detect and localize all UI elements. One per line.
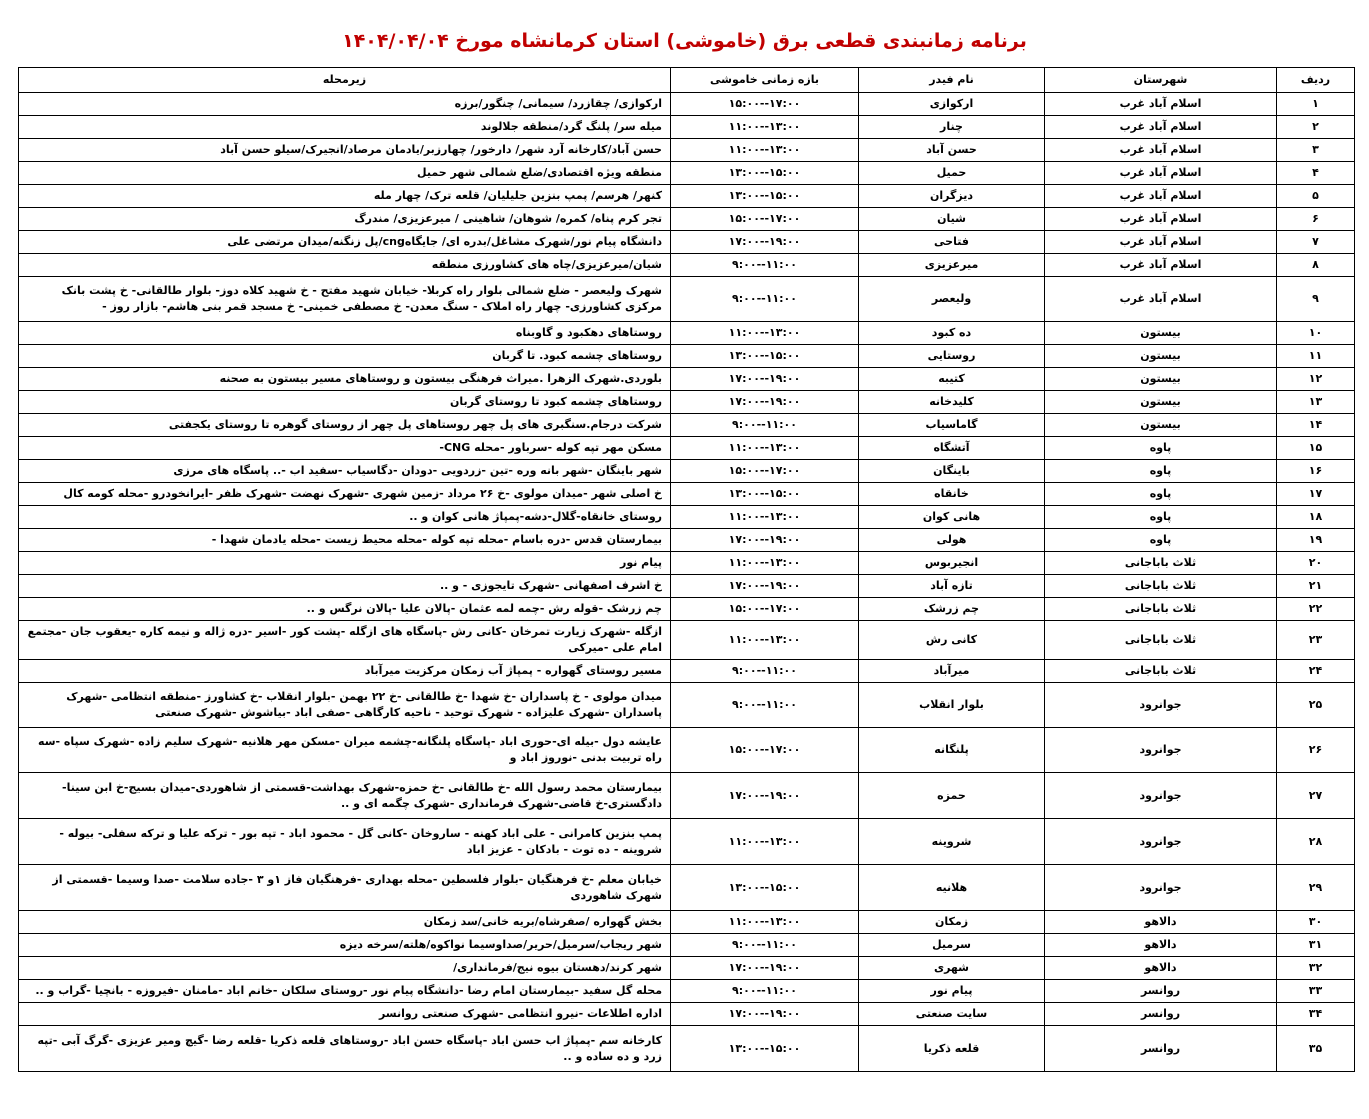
row-number-cell: ۲۵: [1277, 683, 1355, 728]
city-cell: اسلام آباد غرب: [1045, 254, 1277, 277]
time-cell: ۱۳:۰۰--۱۵:۰۰: [671, 345, 859, 368]
feeder-cell: تازه آباد: [859, 575, 1045, 598]
city-cell: دالاهو: [1045, 911, 1277, 934]
row-number-cell: ۳۵: [1277, 1026, 1355, 1072]
table-row: [19, 728, 1355, 773]
area-cell: خ اشرف اصفهانی -شهرک تایجوزی - و ..: [19, 575, 671, 598]
table-row: [19, 345, 1355, 368]
area-cell: روستاهای چشمه کبود. تا گربان: [19, 345, 671, 368]
city-cell: ثلاث باباجانی: [1045, 575, 1277, 598]
table-row: [19, 139, 1355, 162]
row-number-cell: ۳: [1277, 139, 1355, 162]
table-row: [19, 506, 1355, 529]
row-number-cell: ۱۹: [1277, 529, 1355, 552]
feeder-cell: حمزه: [859, 773, 1045, 819]
area-cell: خ اصلی شهر -میدان مولوی -خ ۲۶ مرداد -زمین شهری -شهرک نهضت -شهرک ظفر -ایرانخودرو -محله کومه کال: [19, 483, 671, 506]
feeder-cell: فتاحی: [859, 231, 1045, 254]
feeder-cell: دیزگران: [859, 185, 1045, 208]
area-cell: بخش گهواره /صفرشاه/بریه خانی/سد زمکان: [19, 911, 671, 934]
header-feeder: نام فیدر: [859, 68, 1045, 93]
area-cell: مسیر روستای گهواره - پمپاژ آب زمکان مرکزیت میرآباد: [19, 660, 671, 683]
city-cell: جوانرود: [1045, 773, 1277, 819]
feeder-cell: بلوار انقلاب: [859, 683, 1045, 728]
area-cell: شهرک ولیعصر - ضلع شمالی بلوار راه کربلا- خیابان شهید مفتح - خ شهید کلاه دوز- بلوار طالقانی- خ پشت بانک مرکزی کشاورزی- چهار راه املاک - سنگ معدن- خ مصطفی خمینی- خ مسجد قمر بنی هاشم- بازار روز -: [19, 277, 671, 322]
feeder-cell: سرمیل: [859, 934, 1045, 957]
time-cell: ۹:۰۰--۱۱:۰۰: [671, 660, 859, 683]
city-cell: دالاهو: [1045, 934, 1277, 957]
city-cell: روانسر: [1045, 1003, 1277, 1026]
feeder-cell: ولیعصر: [859, 277, 1045, 322]
city-cell: جوانرود: [1045, 728, 1277, 773]
city-cell: اسلام آباد غرب: [1045, 277, 1277, 322]
row-number-cell: ۲۷: [1277, 773, 1355, 819]
city-cell: ثلاث باباجانی: [1045, 621, 1277, 660]
area-cell: شهر ریجاب/سرمیل/حریر/صداوسیما نواکوه/هلته/سرخه دیزه: [19, 934, 671, 957]
table-row: [19, 1026, 1355, 1072]
table-row: [19, 1003, 1355, 1026]
time-cell: ۱۱:۰۰--۱۳:۰۰: [671, 506, 859, 529]
city-cell: بیستون: [1045, 322, 1277, 345]
time-cell: ۱۷:۰۰--۱۹:۰۰: [671, 773, 859, 819]
row-number-cell: ۱۶: [1277, 460, 1355, 483]
time-cell: ۹:۰۰--۱۱:۰۰: [671, 934, 859, 957]
city-cell: اسلام آباد غرب: [1045, 185, 1277, 208]
table-row: [19, 208, 1355, 231]
city-cell: ثلاث باباجانی: [1045, 660, 1277, 683]
row-number-cell: ۱۷: [1277, 483, 1355, 506]
feeder-cell: کلیدخانه: [859, 391, 1045, 414]
feeder-cell: پلنگانه: [859, 728, 1045, 773]
header-city: شهرستان: [1045, 68, 1277, 93]
city-cell: روانسر: [1045, 1026, 1277, 1072]
time-cell: ۱۷:۰۰--۱۹:۰۰: [671, 231, 859, 254]
feeder-cell: روستایی: [859, 345, 1045, 368]
city-cell: جوانرود: [1045, 819, 1277, 865]
area-cell: منطقه ویژه اقتصادی/ضلع شمالی شهر حمیل: [19, 162, 671, 185]
row-number-cell: ۲۴: [1277, 660, 1355, 683]
row-number-cell: ۲۸: [1277, 819, 1355, 865]
table-row: [19, 552, 1355, 575]
feeder-cell: چنار: [859, 116, 1045, 139]
table-row: [19, 683, 1355, 728]
time-cell: ۱۷:۰۰--۱۹:۰۰: [671, 575, 859, 598]
header-row-number: ردیف: [1277, 68, 1355, 93]
row-number-cell: ۸: [1277, 254, 1355, 277]
city-cell: جوانرود: [1045, 683, 1277, 728]
city-cell: ثلاث باباجانی: [1045, 598, 1277, 621]
feeder-cell: شهری: [859, 957, 1045, 980]
time-cell: ۱۵:۰۰--۱۷:۰۰: [671, 93, 859, 116]
area-cell: حسن آباد/کارخانه آرد شهر/ دارخور/ چهارزبر/یادمان مرصاد/انجیرک/سیلو حسن آباد: [19, 139, 671, 162]
row-number-cell: ۶: [1277, 208, 1355, 231]
row-number-cell: ۲۲: [1277, 598, 1355, 621]
area-cell: محله گل سفید -بیمارستان امام رضا -دانشگاه پیام نور -روستای سلکان -خانم اباد -مامنان -فیروزه - بانچیا -گراب و ..: [19, 980, 671, 1003]
city-cell: پاوه: [1045, 529, 1277, 552]
area-cell: شهر کرند/دهستان بیوه نیج/فرمانداری/: [19, 957, 671, 980]
time-cell: ۱۵:۰۰--۱۷:۰۰: [671, 728, 859, 773]
time-cell: ۱۷:۰۰--۱۹:۰۰: [671, 1003, 859, 1026]
row-number-cell: ۲۹: [1277, 865, 1355, 911]
row-number-cell: ۱: [1277, 93, 1355, 116]
feeder-cell: حمیل: [859, 162, 1045, 185]
time-cell: ۱۷:۰۰--۱۹:۰۰: [671, 368, 859, 391]
row-number-cell: ۳۰: [1277, 911, 1355, 934]
time-cell: ۱۵:۰۰--۱۷:۰۰: [671, 208, 859, 231]
page-title: برنامه زمانبندی قطعی برق (خاموشی) استان کرمانشاه مورخ ۱۴۰۴/۰۴/۰۴: [342, 30, 1027, 52]
time-cell: ۹:۰۰--۱۱:۰۰: [671, 414, 859, 437]
table-row: [19, 93, 1355, 116]
feeder-cell: ده کبود: [859, 322, 1045, 345]
table-row: [19, 598, 1355, 621]
table-row: [19, 819, 1355, 865]
row-number-cell: ۱۰: [1277, 322, 1355, 345]
time-cell: ۱۱:۰۰--۱۳:۰۰: [671, 621, 859, 660]
time-cell: ۱۳:۰۰--۱۵:۰۰: [671, 483, 859, 506]
area-cell: تجر کرم پناه/ کمره/ شوهان/ شاهینی / میرعزیزی/ مندرگ: [19, 208, 671, 231]
time-cell: ۹:۰۰--۱۱:۰۰: [671, 277, 859, 322]
time-cell: ۱۷:۰۰--۱۹:۰۰: [671, 391, 859, 414]
city-cell: اسلام آباد غرب: [1045, 116, 1277, 139]
area-cell: عایشه دول -بیله ای-حوری اباد -پاسگاه پلنگانه-چشمه میران -مسکن مهر هلانیه -شهرک سلیم زاده -شهرک سپاه -سه راه تربیت بدنی -نوروز اباد و: [19, 728, 671, 773]
row-number-cell: ۱۸: [1277, 506, 1355, 529]
table-row: [19, 437, 1355, 460]
area-cell: اداره اطلاعات -نیرو انتظامی -شهرک صنعتی روانسر: [19, 1003, 671, 1026]
area-cell: شیان/میرعزیزی/چاه های کشاورزی منطقه: [19, 254, 671, 277]
table-row: [19, 368, 1355, 391]
table-row: [19, 162, 1355, 185]
feeder-cell: کانی رش: [859, 621, 1045, 660]
row-number-cell: ۱۵: [1277, 437, 1355, 460]
area-cell: پیام نور: [19, 552, 671, 575]
feeder-cell: هلانیه: [859, 865, 1045, 911]
feeder-cell: باینگان: [859, 460, 1045, 483]
time-cell: ۱۳:۰۰--۱۵:۰۰: [671, 185, 859, 208]
table-row: [19, 391, 1355, 414]
area-cell: روستاهای دهکبود و گاوبناه: [19, 322, 671, 345]
table-row: [19, 460, 1355, 483]
table-row: [19, 934, 1355, 957]
area-cell: روستاهای چشمه کبود تا روستای گربان: [19, 391, 671, 414]
table-row: [19, 231, 1355, 254]
area-cell: دانشگاه پیام نور/شهرک مشاغل/بدره ای/ جایگاهcng/پل زنگنه/میدان مرتضی علی: [19, 231, 671, 254]
area-cell: میله سر/ پلنگ گرد/منطقه جلالوند: [19, 116, 671, 139]
feeder-cell: هولی: [859, 529, 1045, 552]
time-cell: ۱۷:۰۰--۱۹:۰۰: [671, 957, 859, 980]
table-row: [19, 575, 1355, 598]
feeder-cell: کتیبه: [859, 368, 1045, 391]
table-row: [19, 660, 1355, 683]
row-number-cell: ۵: [1277, 185, 1355, 208]
time-cell: ۱۷:۰۰--۱۹:۰۰: [671, 529, 859, 552]
row-number-cell: ۲۳: [1277, 621, 1355, 660]
table-row: [19, 277, 1355, 322]
row-number-cell: ۹: [1277, 277, 1355, 322]
feeder-cell: شروینه: [859, 819, 1045, 865]
table-row: [19, 865, 1355, 911]
row-number-cell: ۳۲: [1277, 957, 1355, 980]
city-cell: روانسر: [1045, 980, 1277, 1003]
time-cell: ۱۱:۰۰--۱۳:۰۰: [671, 819, 859, 865]
table-row: [19, 980, 1355, 1003]
feeder-cell: شیان: [859, 208, 1045, 231]
city-cell: پاوه: [1045, 460, 1277, 483]
table-row: [19, 621, 1355, 660]
time-cell: ۱۵:۰۰--۱۷:۰۰: [671, 598, 859, 621]
feeder-cell: گاماسیاب: [859, 414, 1045, 437]
time-cell: ۱۵:۰۰--۱۷:۰۰: [671, 460, 859, 483]
row-number-cell: ۲: [1277, 116, 1355, 139]
city-cell: ثلاث باباجانی: [1045, 552, 1277, 575]
row-number-cell: ۳۱: [1277, 934, 1355, 957]
feeder-cell: زمکان: [859, 911, 1045, 934]
header-time: بازه زمانی خاموشی: [671, 68, 859, 93]
time-cell: ۱۳:۰۰--۱۵:۰۰: [671, 865, 859, 911]
feeder-cell: میرآباد: [859, 660, 1045, 683]
area-cell: شهر باینگان -شهر بانه وره -تین -زردویی -دودان -دگاسیاب -سفید اب -.. پاسگاه های مرزی: [19, 460, 671, 483]
feeder-cell: ارکوازی: [859, 93, 1045, 116]
table-row: [19, 529, 1355, 552]
city-cell: اسلام آباد غرب: [1045, 231, 1277, 254]
city-cell: بیستون: [1045, 391, 1277, 414]
area-cell: چم زرشک -قوله رش -چمه لمه عثمان -پالان علیا -پالان نرگس و ..: [19, 598, 671, 621]
outage-schedule-table: [18, 67, 1355, 1072]
time-cell: ۱۱:۰۰--۱۳:۰۰: [671, 552, 859, 575]
time-cell: ۱۳:۰۰--۱۵:۰۰: [671, 1026, 859, 1072]
city-cell: بیستون: [1045, 368, 1277, 391]
area-cell: بلوردی.شهرک الزهرا .میراث فرهنگی بیستون و روستاهای مسیر بیستون به صحنه: [19, 368, 671, 391]
table-row: [19, 911, 1355, 934]
area-cell: ارکوازی/ چقازرد/ سیمانی/ چنگور/برزه: [19, 93, 671, 116]
table-row: [19, 414, 1355, 437]
city-cell: پاوه: [1045, 506, 1277, 529]
table-row: [19, 254, 1355, 277]
header-area: زیرمحله: [19, 68, 671, 93]
time-cell: ۹:۰۰--۱۱:۰۰: [671, 980, 859, 1003]
area-cell: پمپ بنزین کامرانی - علی اباد کهنه - ساروخان -کانی گل - محمود اباد - تپه بور - ترکه علیا و ترکه سفلی- بیوله - شروینه - ده توت - بادکان - عزیز اباد: [19, 819, 671, 865]
feeder-cell: قلعه ذکریا: [859, 1026, 1045, 1072]
area-cell: ازگله -شهرک زیارت تمرخان -کانی رش -پاسگاه های ازگله -پشت کور -اسیر -دره ژاله و نیمه کاره -یعقوب جان -مجتمع امام علی -میرکی: [19, 621, 671, 660]
time-cell: ۹:۰۰--۱۱:۰۰: [671, 254, 859, 277]
row-number-cell: ۱۱: [1277, 345, 1355, 368]
table-row: [19, 957, 1355, 980]
row-number-cell: ۳۴: [1277, 1003, 1355, 1026]
table-header-row: [19, 68, 1355, 93]
row-number-cell: ۴: [1277, 162, 1355, 185]
row-number-cell: ۷: [1277, 231, 1355, 254]
city-cell: جوانرود: [1045, 865, 1277, 911]
feeder-cell: پیام نور: [859, 980, 1045, 1003]
row-number-cell: ۲۶: [1277, 728, 1355, 773]
table-row: [19, 483, 1355, 506]
feeder-cell: چم زرشک: [859, 598, 1045, 621]
area-cell: بیمارستان محمد رسول الله -خ طالقانی -خ حمزه-شهرک بهداشت-قسمتی از شاهوردی-میدان بسیج-خ ابن سینا-دادگستری-خ قاضی-شهرک فرمانداری -شهرک چگمه ای و ..: [19, 773, 671, 819]
row-number-cell: ۳۳: [1277, 980, 1355, 1003]
area-cell: شرکت درجام.سنگبری های پل چهر روستاهای پل چهر از روستای گوهره تا روستای یکجفتی: [19, 414, 671, 437]
area-cell: روستای خانقاه-گلال-دشه-پمپاژ هانی کوان و ..: [19, 506, 671, 529]
row-number-cell: ۱۳: [1277, 391, 1355, 414]
time-cell: ۱۱:۰۰--۱۳:۰۰: [671, 139, 859, 162]
row-number-cell: ۱۴: [1277, 414, 1355, 437]
city-cell: پاوه: [1045, 483, 1277, 506]
table-row: [19, 116, 1355, 139]
city-cell: اسلام آباد غرب: [1045, 139, 1277, 162]
table-row: [19, 322, 1355, 345]
time-cell: ۱۱:۰۰--۱۳:۰۰: [671, 116, 859, 139]
feeder-cell: حسن آباد: [859, 139, 1045, 162]
city-cell: اسلام آباد غرب: [1045, 162, 1277, 185]
area-cell: مسکن مهر تپه کوله -سرباور -محله CNG-: [19, 437, 671, 460]
city-cell: اسلام آباد غرب: [1045, 208, 1277, 231]
time-cell: ۱۱:۰۰--۱۳:۰۰: [671, 437, 859, 460]
table-row: [19, 773, 1355, 819]
feeder-cell: خانقاه: [859, 483, 1045, 506]
area-cell: بیمارستان قدس -دره باسام -محله تپه کوله -محله محیط زیست -محله یادمان شهدا -: [19, 529, 671, 552]
table-row: [19, 185, 1355, 208]
feeder-cell: میرعزیزی: [859, 254, 1045, 277]
city-cell: دالاهو: [1045, 957, 1277, 980]
time-cell: ۹:۰۰--۱۱:۰۰: [671, 683, 859, 728]
row-number-cell: ۲۰: [1277, 552, 1355, 575]
time-cell: ۱۱:۰۰--۱۳:۰۰: [671, 911, 859, 934]
feeder-cell: انجیربوس: [859, 552, 1045, 575]
city-cell: بیستون: [1045, 414, 1277, 437]
time-cell: ۱۱:۰۰--۱۳:۰۰: [671, 322, 859, 345]
row-number-cell: ۲۱: [1277, 575, 1355, 598]
city-cell: اسلام آباد غرب: [1045, 93, 1277, 116]
feeder-cell: سایت صنعتی: [859, 1003, 1045, 1026]
feeder-cell: هانی کوان: [859, 506, 1045, 529]
area-cell: میدان مولوی - خ پاسداران -خ شهدا -خ طالقانی -خ ۲۲ بهمن -بلوار انقلاب -خ کشاورز -منطقه انتظامی -شهرک پاسداران -شهرک علیزاده - شهرک توحید - ناحیه کارگاهی -صفی اباد -بیاشوش -شهرک صنعتی: [19, 683, 671, 728]
area-cell: کارخانه سم -پمپاژ اب حسن اباد -پاسگاه حسن اباد -روستاهای قلعه ذکریا -قلعه رضا -گیچ ومیر عزیزی -گرگ آبی -تپه زرد و ده ساده و ..: [19, 1026, 671, 1072]
city-cell: بیستون: [1045, 345, 1277, 368]
feeder-cell: آتشگاه: [859, 437, 1045, 460]
city-cell: پاوه: [1045, 437, 1277, 460]
row-number-cell: ۱۲: [1277, 368, 1355, 391]
area-cell: کنهر/ هرسم/ پمپ بنزین جلیلیان/ قلعه ترک/ چهار مله: [19, 185, 671, 208]
area-cell: خیابان معلم -خ فرهنگیان -بلوار فلسطین -محله بهداری -فرهنگیان فاز ۱و ۳ -جاده سلامت -صدا وسیما -قسمتی از شهرک شاهوردی: [19, 865, 671, 911]
time-cell: ۱۳:۰۰--۱۵:۰۰: [671, 162, 859, 185]
